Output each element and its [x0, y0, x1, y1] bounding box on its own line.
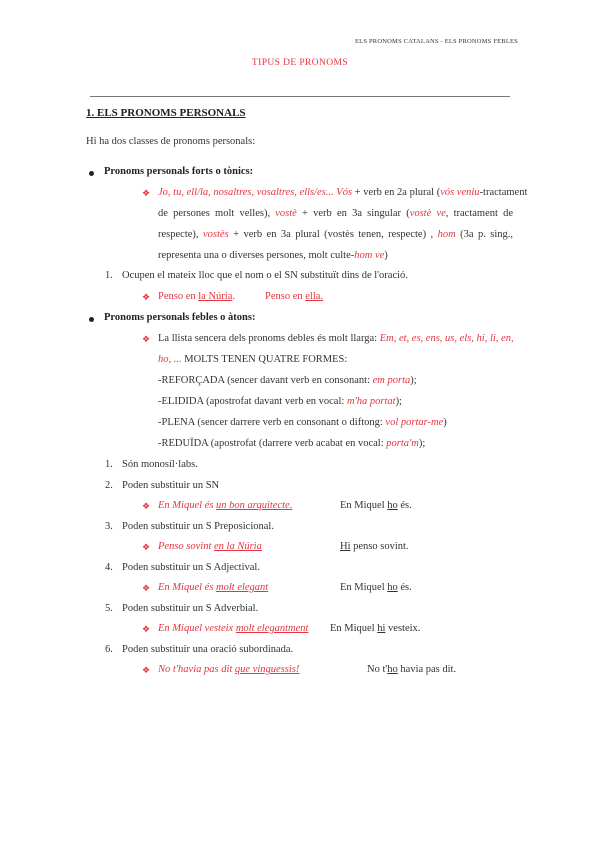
page-title: TIPUS DE PRONOMS: [251, 58, 349, 68]
diamond-bullet-icon: ❖: [142, 665, 151, 675]
point-number: 2.: [105, 480, 113, 491]
point-text: Són monosíl·labs.: [122, 459, 198, 470]
point-text: Poden substituir un SN: [122, 480, 220, 491]
forts-point-1: Ocupen el mateix lloc que el nom o el SN substituït dins de l'oració.: [122, 270, 408, 281]
febles-label: Pronoms personals febles o àtons:: [104, 312, 256, 323]
forts-example-b: Penso en ella.: [265, 291, 324, 302]
diamond-bullet-icon: ❖: [142, 624, 151, 634]
point-number: 1.: [105, 459, 113, 470]
forts-line-3: respecte), vostès + verb en 3a plural (vostès tenen, respecte) , hom (3a p. sing.,: [158, 229, 514, 240]
example-sentence: No t'havia pas dit que vinguessis!: [158, 664, 300, 675]
febles-line-2: ho, ... MOLTS TENEN QUATRE FORMES:: [158, 354, 348, 365]
example-sentence: Penso sovint en la Núria: [158, 541, 262, 552]
title-divider: [90, 96, 510, 97]
diamond-bullet-icon: ❖: [142, 292, 151, 302]
forts-example-a: Penso en la Núria.: [158, 291, 235, 302]
example-sentence: En Miquel és molt elegant: [158, 582, 269, 593]
point-number: 3.: [105, 521, 113, 532]
point-text: Poden substituir un S Preposicional.: [122, 521, 274, 532]
running-header: ELS PRONOMS CATALANS - ELS PRONOMS FEBLES: [355, 38, 518, 45]
point-number: 1.: [105, 270, 113, 281]
point-text: Poden substituir un S Adverbial.: [122, 603, 259, 614]
febles-line-1: La llista sencera dels pronoms debles és molt llarga: Em, et, es, ens, us, els, hi, li, en,: [158, 333, 514, 344]
diamond-bullet-icon: ❖: [142, 583, 151, 593]
form-plena: -PLENA (sencer darrere verb en consonant o diftong: vol portar-me): [158, 417, 447, 428]
example-replacement: En Miquel ho és.: [340, 582, 412, 593]
example-replacement: No t'ho havia pas dit.: [367, 664, 457, 675]
point-number: 4.: [105, 562, 113, 573]
forts-line-1: Jo, tu, ell/la, nosaltres, vosaltres, ells/es... Vós + verb en 2a plural (vós veniu-tractament: [158, 187, 528, 198]
example-sentence: En Miquel vesteix molt elegantment: [158, 623, 309, 634]
intro-text: Hi ha dos classes de pronoms personals:: [86, 136, 256, 147]
forts-line-4: representa una o diverses persones, molt culte-hom ve): [158, 250, 388, 261]
example-replacement: En Miquel hi vesteix.: [330, 623, 421, 634]
forts-line-2: de persones molt velles), vostè + verb en 3a singular (vostè ve, tractament de: [158, 208, 513, 219]
example-replacement: Hi penso sovint.: [340, 541, 409, 552]
diamond-bullet-icon: ❖: [142, 501, 151, 511]
diamond-bullet-icon: ❖: [142, 542, 151, 552]
example-replacement: En Miquel ho és.: [340, 500, 412, 511]
point-number: 5.: [105, 603, 113, 614]
point-number: 6.: [105, 644, 113, 655]
bullet-icon: [89, 317, 94, 322]
form-reduida: -REDUÏDA (apostrofat (darrere verb acabat en vocal: porta'm);: [158, 438, 426, 449]
diamond-bullet-icon: ❖: [142, 188, 151, 198]
section-heading: 1. ELS PRONOMS PERSONALS: [86, 107, 246, 119]
point-text: Poden substituir un S Adjectival.: [122, 562, 260, 573]
diamond-bullet-icon: ❖: [142, 334, 151, 344]
form-reforcada: -REFORÇADA (sencer davant verb en consonant: em porta);: [158, 375, 417, 386]
example-sentence: En Miquel és un bon arquitecte.: [158, 500, 293, 511]
point-text: Poden substituir una oració subordinada.: [122, 644, 294, 655]
forts-label: Pronoms personals forts o tònics:: [104, 166, 254, 177]
form-elidida: -ELIDIDA (apostrofat davant verb en vocal: m'ha portat);: [158, 396, 402, 407]
bullet-icon: [89, 171, 94, 176]
